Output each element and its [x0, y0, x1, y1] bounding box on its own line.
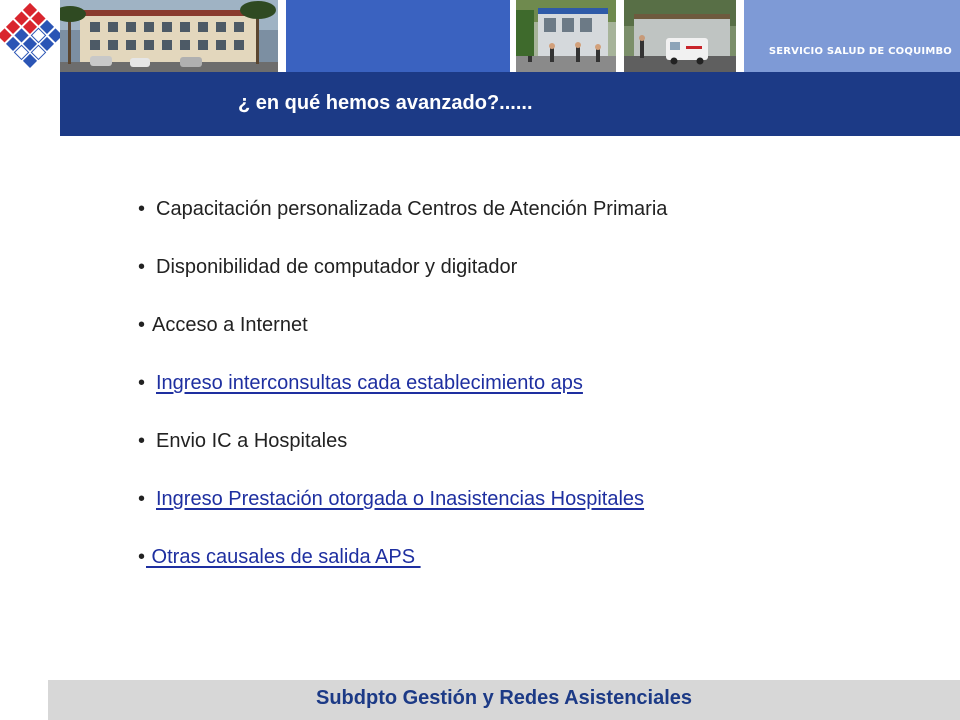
- bullet-text: Acceso a Internet: [152, 314, 308, 336]
- bullet-item-internet: [138, 306, 918, 364]
- bullet-list: [138, 190, 918, 596]
- title-bar: [60, 72, 960, 136]
- bullet-dot: •: [138, 256, 146, 278]
- slide-title: ¿ en qué hemos avanzado?......: [238, 92, 533, 114]
- bullet-dot: •: [138, 314, 146, 336]
- bullet-dot: •: [138, 372, 146, 394]
- slide-footer: [48, 680, 960, 720]
- header-organization-band: [744, 0, 960, 74]
- organization-name: SERVICIO SALUD DE COQUIMBO: [768, 46, 952, 57]
- slide-header: [0, 0, 960, 136]
- interconsultas-link[interactable]: Ingreso interconsultas cada establecimiento aps: [156, 372, 583, 394]
- bullet-item-computer: [138, 248, 918, 306]
- prestacion-link[interactable]: Ingreso Prestación otorgada o Inasistencias Hospitales: [156, 488, 645, 510]
- bullet-dot: •: [138, 198, 146, 220]
- bullet-text: Envio IC a Hospitales: [156, 430, 348, 452]
- bullet-item-interconsultas[interactable]: [138, 364, 918, 422]
- bullet-item-otras-causales[interactable]: [138, 538, 918, 596]
- bullet-dot: •: [138, 546, 146, 568]
- government-logo-icon: [0, 0, 60, 88]
- bullet-dot: •: [138, 430, 146, 452]
- bullet-text: Disponibilidad de computador y digitador: [156, 256, 518, 278]
- ambulance-photo: [624, 0, 736, 74]
- bullet-item-prestacion[interactable]: [138, 480, 918, 538]
- bullet-dot: •: [138, 488, 146, 510]
- footer-text: Subdpto Gestión y Redes Asistenciales: [315, 687, 693, 709]
- bullet-item-training: [138, 190, 918, 248]
- header-blue-band: [286, 0, 510, 74]
- bullet-text: Capacitación personalizada Centros de Atención Primaria: [156, 198, 668, 220]
- hospital-entrance-photo: [516, 0, 616, 74]
- hospital-building-photo: [60, 0, 278, 74]
- bullet-item-envio-ic: [138, 422, 918, 480]
- otras-causales-link[interactable]: Otras causales de salida APS: [146, 546, 421, 568]
